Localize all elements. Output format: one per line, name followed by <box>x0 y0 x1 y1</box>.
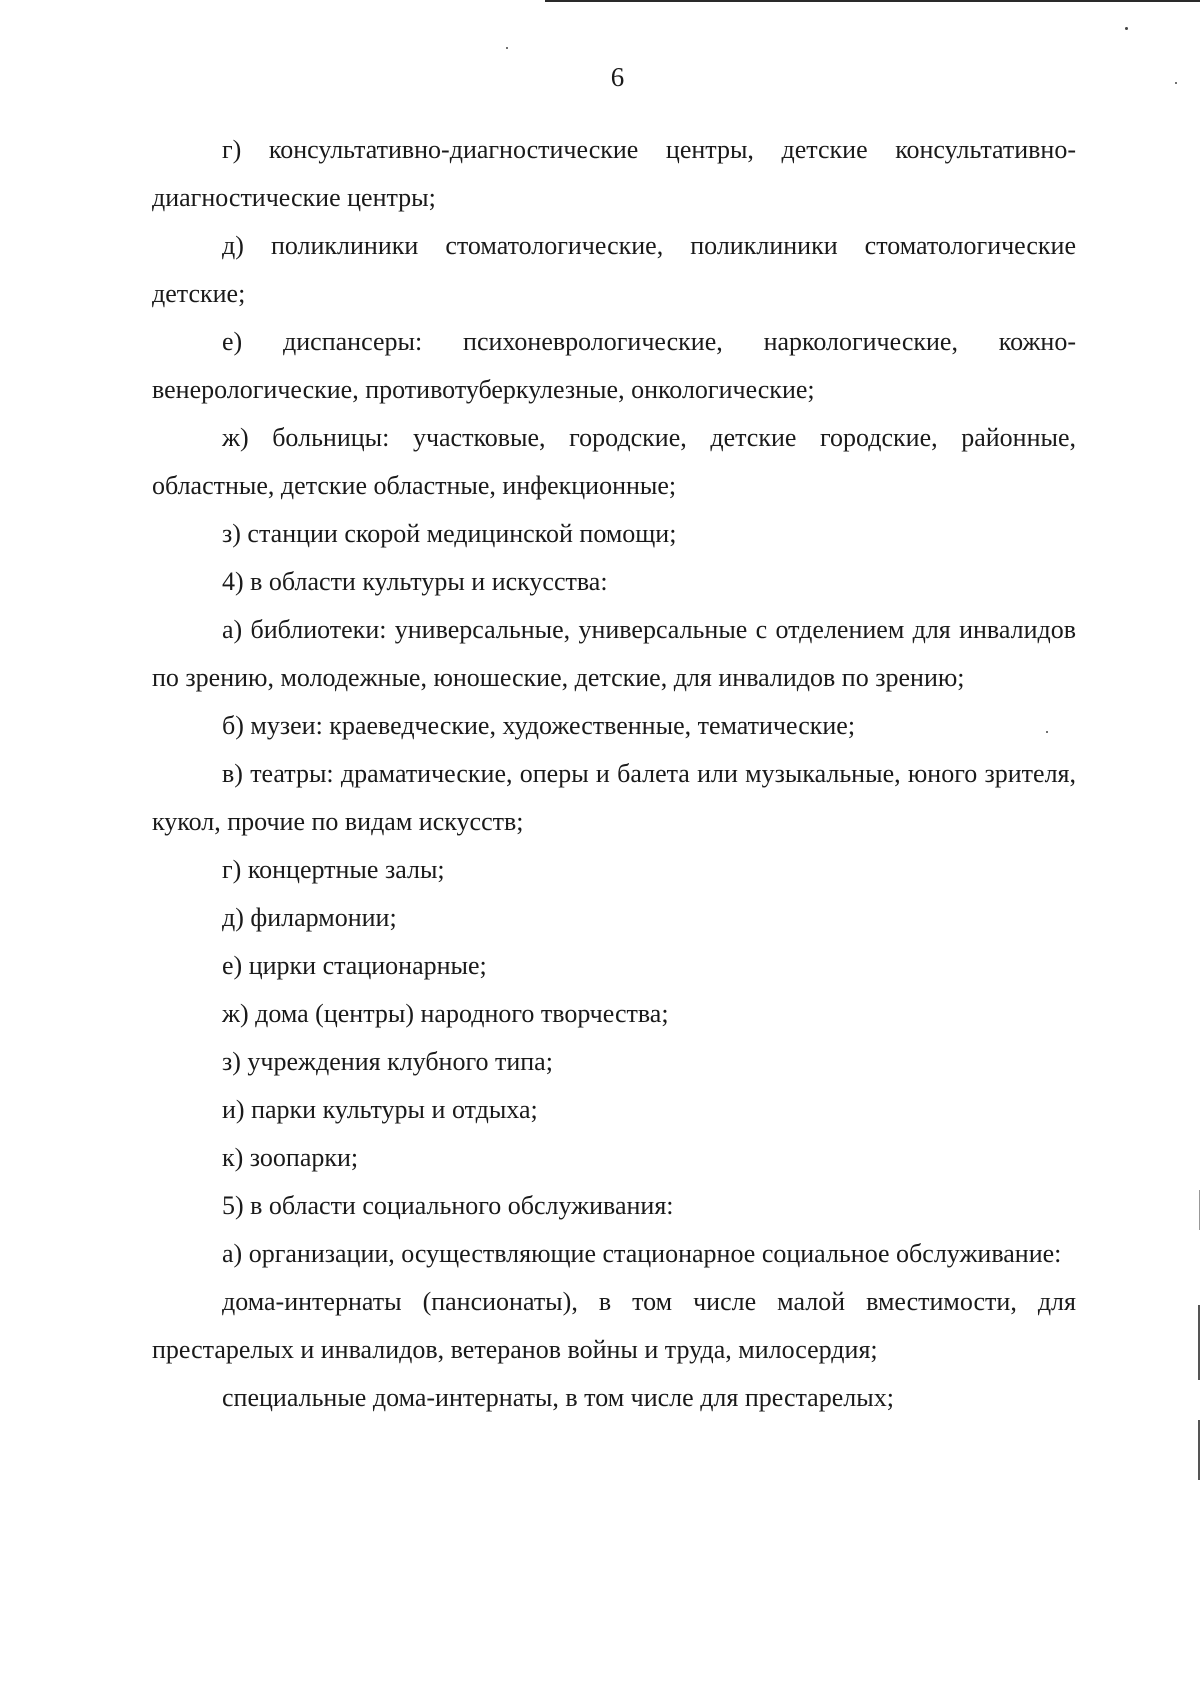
paragraph: д) поликлиники стоматологические, поликлиники стоматологические детские; <box>152 231 1076 308</box>
paragraph: г) концертные залы; <box>222 855 445 884</box>
paragraph: д) филармонии; <box>222 903 397 932</box>
scan-speck <box>1125 27 1128 30</box>
paragraph: ж) дома (центры) народного творчества; <box>222 999 669 1028</box>
paragraph: 4) в области культуры и искусства: <box>222 567 608 596</box>
paragraph: е) диспансеры: психоневрологические, наркологические, кожно-венерологические, противотуберкулезные, онкологические; <box>152 327 1076 404</box>
paragraph: г) консультативно-диагностические центры, детские консультативно-диагностические центры; <box>152 135 1076 212</box>
scan-speck <box>506 47 508 49</box>
paragraph: а) библиотеки: универсальные, универсальные с отделением для инвалидов по зрению, молодежные, юношеские, детские, для инвалидов по зрению; <box>152 615 1076 692</box>
paragraph: специальные дома-интернаты, в том числе для престарелых; <box>222 1383 894 1412</box>
paragraph: б) музеи: краеведческие, художественные, тематические; <box>222 711 856 740</box>
paragraph: з) учреждения клубного типа; <box>222 1047 553 1076</box>
page-number: 6 <box>610 62 625 92</box>
paragraph: а) организации, осуществляющие стационарное социальное обслуживание: <box>222 1239 1062 1268</box>
paragraph: дома-интернаты (пансионаты), в том числе малой вместимости, для престарелых и инвалидов, ветеранов войны и труда, милосердия; <box>152 1287 1076 1364</box>
document-body <box>152 126 1076 1422</box>
paragraph: и) парки культуры и отдыха; <box>222 1095 538 1124</box>
paragraph: з) станции скорой медицинской помощи; <box>222 519 677 548</box>
paragraph: 5) в области социального обслуживания: <box>222 1191 674 1220</box>
paragraph: в) театры: драматические, оперы и балета или музыкальные, юного зрителя, кукол, прочие по видам искусств; <box>152 759 1076 836</box>
paragraph: ж) больницы: участковые, городские, детские городские, районные, областные, детские областные, инфекционные; <box>152 423 1076 500</box>
paragraph: е) цирки стационарные; <box>222 951 487 980</box>
scan-top-rule <box>545 0 1200 2</box>
paragraph: к) зоопарки; <box>222 1143 359 1172</box>
